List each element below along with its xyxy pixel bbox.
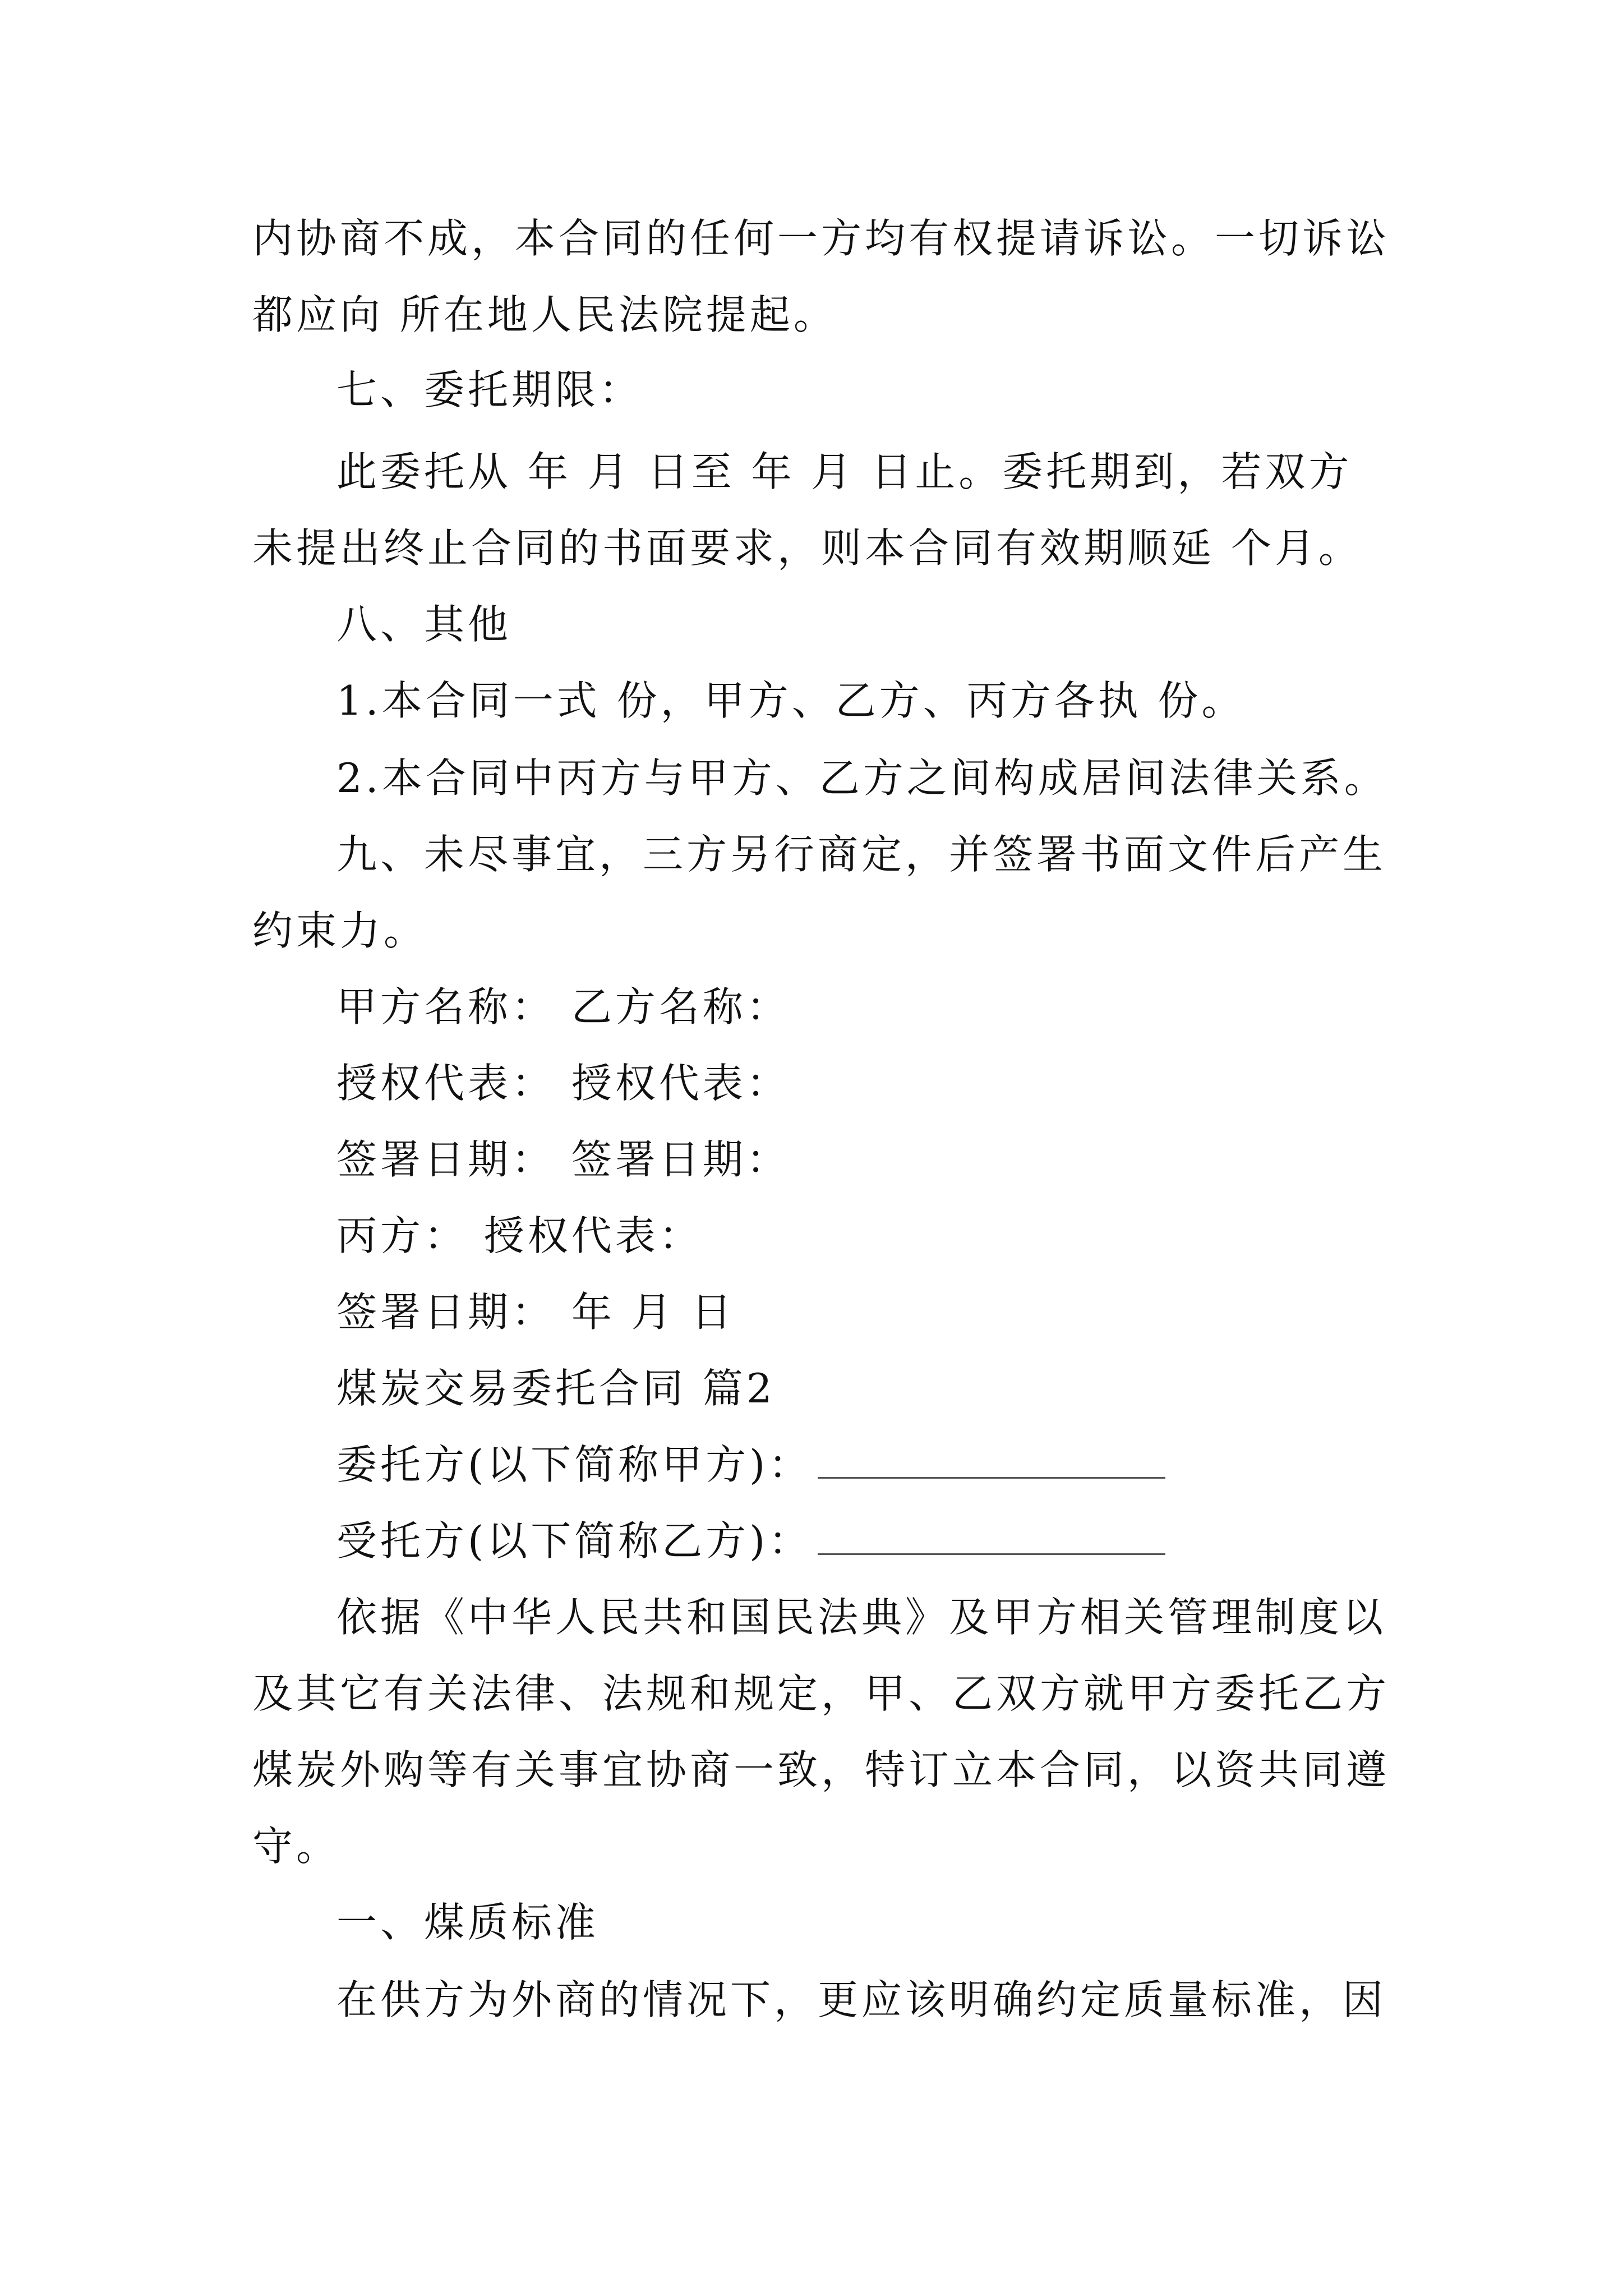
contract-title: 煤炭交易委托合同 篇2 bbox=[336, 1365, 776, 1412]
fill-in-blank bbox=[818, 1520, 1165, 1555]
paragraph-line: 约束力。 bbox=[252, 907, 428, 954]
paragraph-line: 依据《中华人民共和国民法典》及甲方相关管理制度以 bbox=[336, 1594, 1387, 1641]
paragraph-line: 及其它有关法律、法规和规定，甲、乙双方就甲方委托乙方 bbox=[252, 1670, 1390, 1717]
paragraph-line: 未提出终止合同的书面要求，则本合同有效期顺延 个月。 bbox=[252, 524, 1362, 572]
party-line bbox=[336, 1516, 1165, 1566]
signature-line: 丙方： 授权代表： bbox=[336, 1212, 703, 1259]
paragraph-line: 九、未尽事宜，三方另行商定，并签署书面文件后产生 bbox=[336, 831, 1387, 878]
section-heading: 七、委托期限： bbox=[336, 366, 643, 413]
paragraph-line: 内协商不成，本合同的任何一方均有权提请诉讼。一切诉讼 bbox=[252, 215, 1390, 262]
party-label: 受托方(以下简称乙方)： bbox=[336, 1517, 813, 1565]
paragraph-line: 守。 bbox=[252, 1823, 340, 1870]
section-heading: 一、煤质标准 bbox=[336, 1899, 600, 1946]
signature-line: 签署日期： 签署日期： bbox=[336, 1136, 790, 1183]
paragraph-line: 都应向 所在地人民法院提起。 bbox=[252, 291, 837, 338]
party-line bbox=[336, 1439, 1165, 1490]
paragraph-line: 在供方为外商的情况下，更应该明确约定质量标准，因 bbox=[336, 1976, 1387, 2023]
signature-line: 签署日期： 年 月 日 bbox=[336, 1289, 735, 1336]
section-heading: 八、其他 bbox=[336, 601, 512, 648]
signature-line: 甲方名称： 乙方名称： bbox=[336, 983, 790, 1030]
paragraph-line: 2.本合同中丙方与甲方、乙方之间构成居间法律关系。 bbox=[336, 754, 1388, 802]
signature-line: 授权代表： 授权代表： bbox=[336, 1060, 790, 1107]
party-label: 委托方(以下简称甲方)： bbox=[336, 1441, 813, 1488]
paragraph-line: 煤炭外购等有关事宜协商一致，特订立本合同，以资共同遵 bbox=[252, 1746, 1390, 1793]
fill-in-blank bbox=[818, 1443, 1165, 1479]
paragraph-line: 此委托从 年 月 日至 年 月 日止。委托期到，若双方 bbox=[336, 448, 1353, 495]
paragraph-line: 1.本合同一式 份，甲方、乙方、丙方各执 份。 bbox=[336, 677, 1246, 724]
